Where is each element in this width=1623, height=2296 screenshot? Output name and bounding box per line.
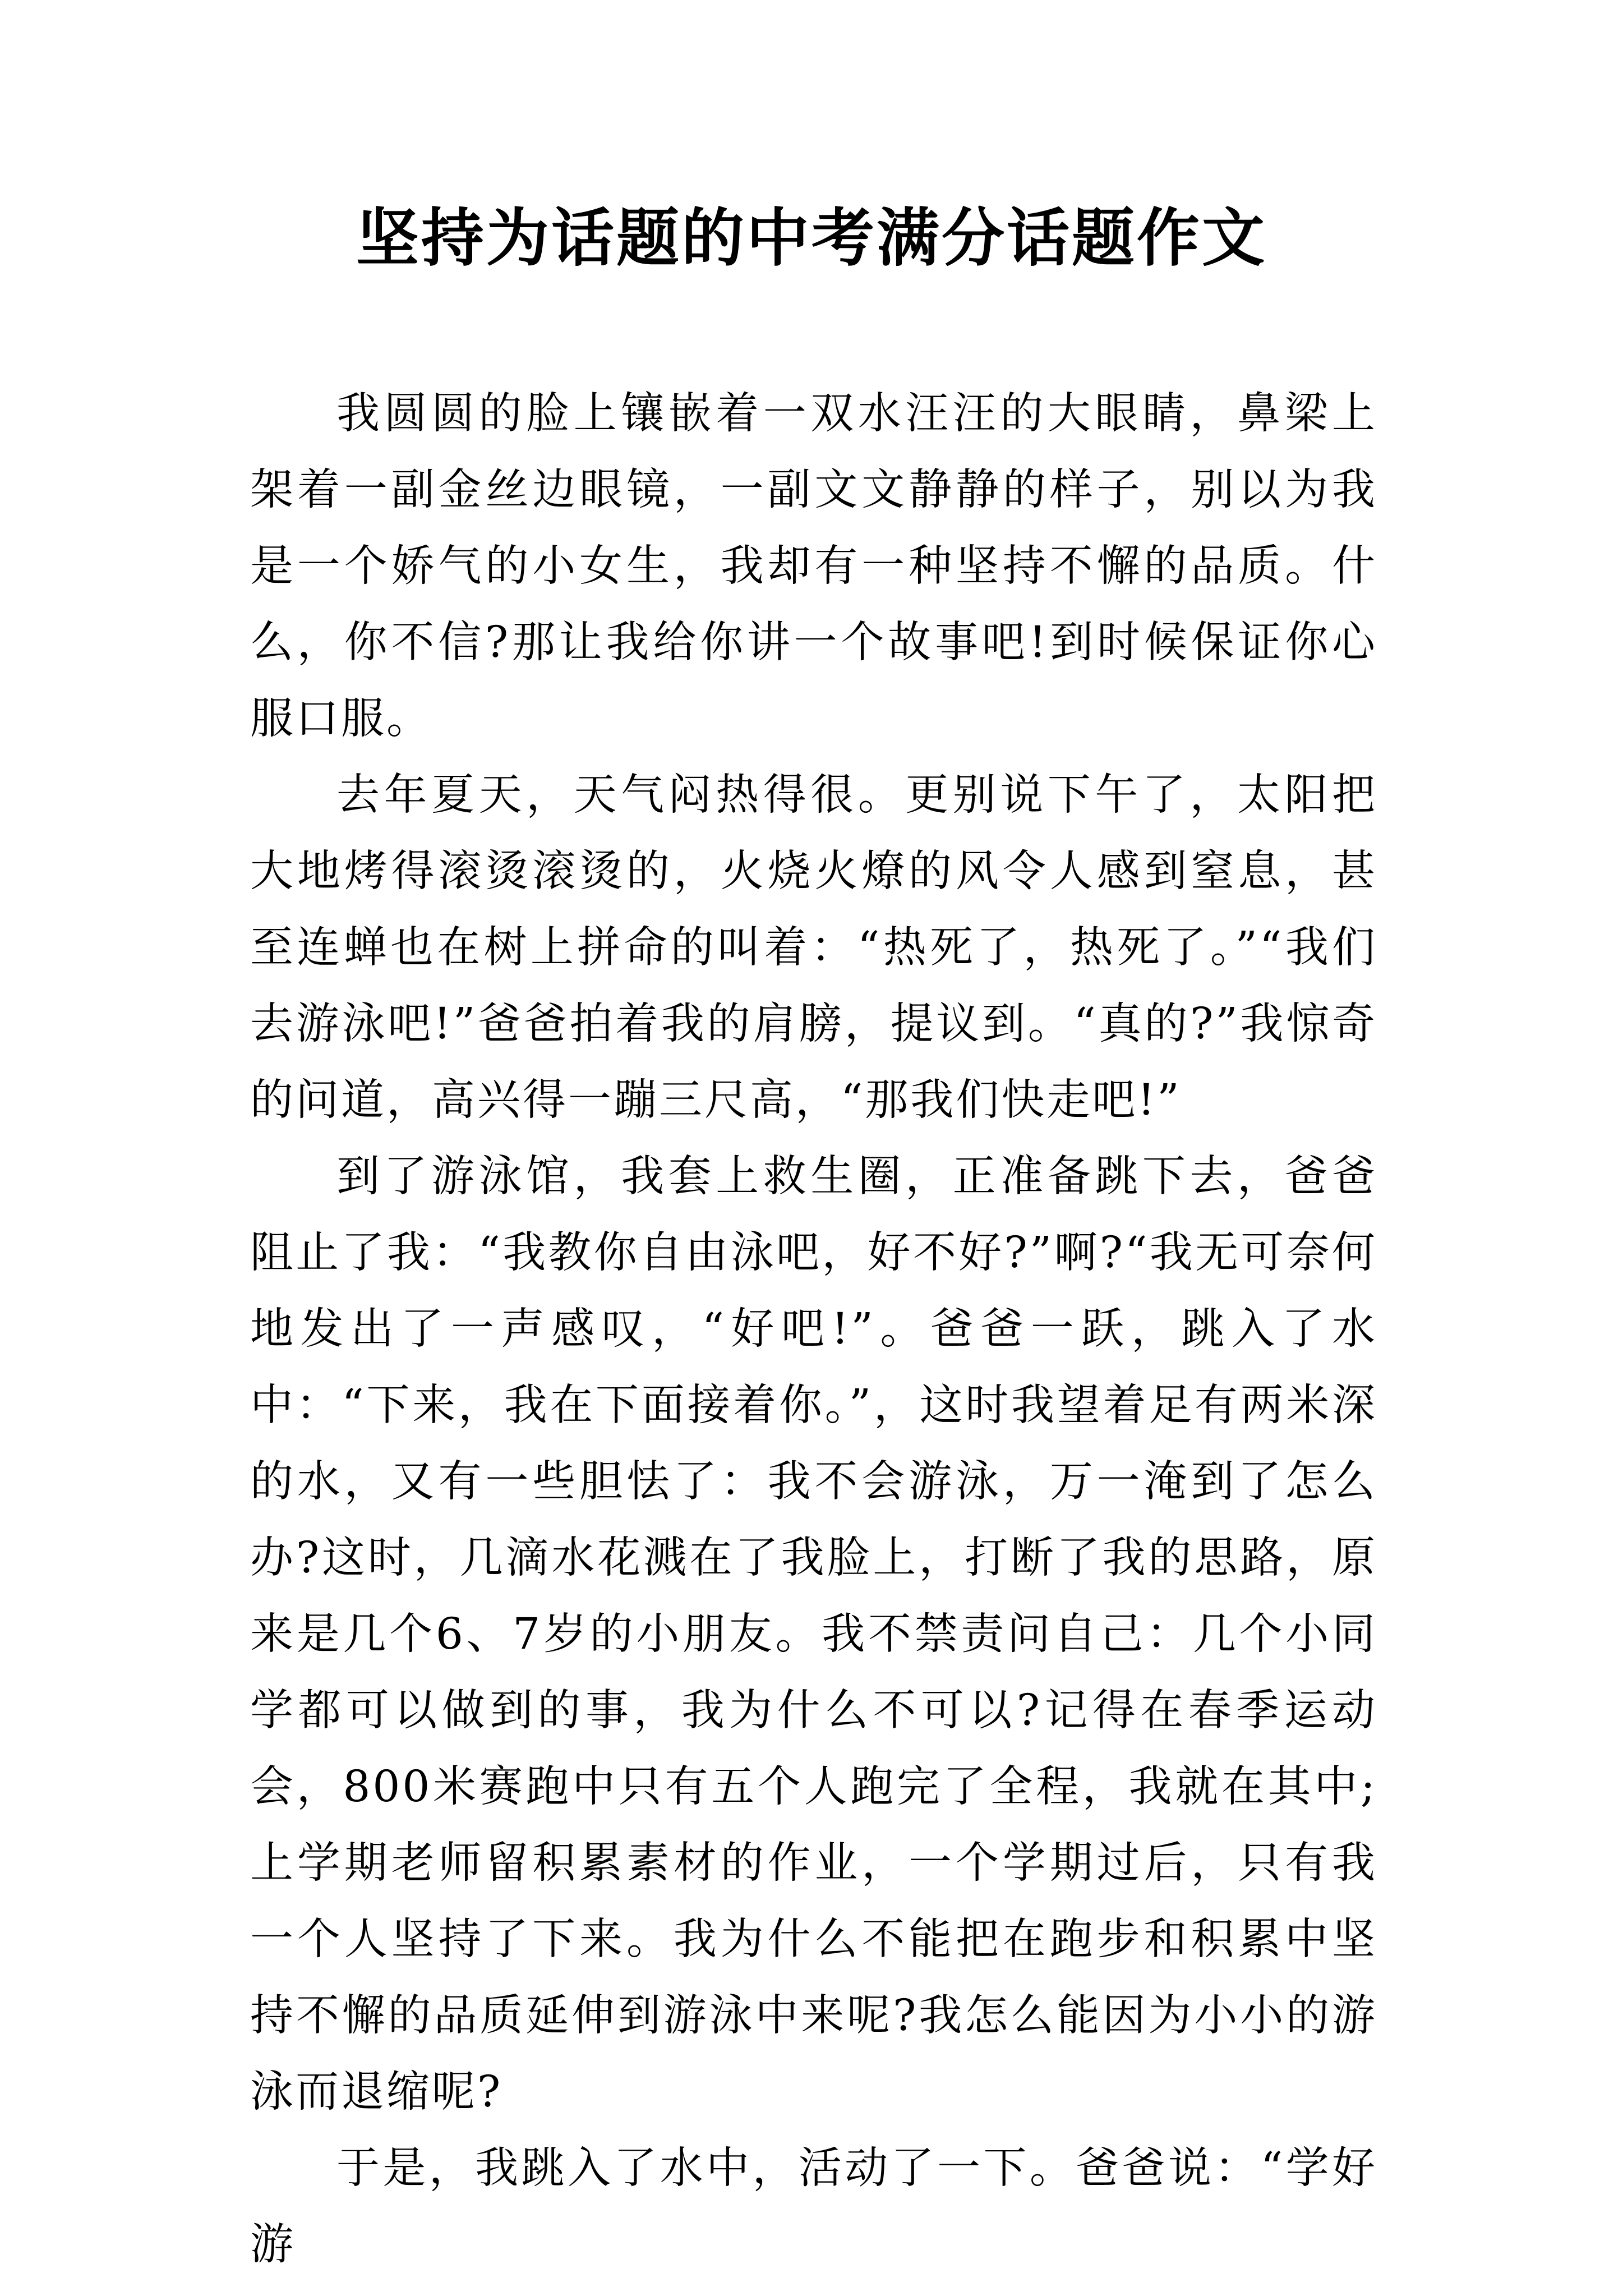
document-title: 坚持为话题的中考满分话题作文 [356,201,1267,275]
paragraph: 到了游泳馆，我套上救生圈，正准备跳下去，爸爸阻止了我：“我教你自由泳吧，好不好?”啊?“我无可奈何地发出了一声感叹，“好吧!”。爸爸一跃，跳入了水中：“下来，我在下面接着你。”，这时我望着足有两米深的水，又有一些胆怯了：我不会游泳，万一淹到了怎么办?这时，几滴水花溅在了我脸上，打断了我的思路，原来是几个6、7岁的小朋友。我不禁责问自己：几个小同学都可以做到的事，我为什么不可以?记得在春季运动会，800米赛跑中只有五个人跑完了全程，我就在其中;上学期老师留积累素材的作业，一个学期过后，只有我一个人坚持了下来。我为什么不能把在跑步和积累中坚持不懈的品质延伸到游泳中来呢?我怎么能因为小小的游泳而退缩呢? [250,1152,1377,2117]
paragraph: 去年夏天，天气闷热得很。更别说下午了，太阳把大地烤得滚烫滚烫的，火烧火燎的风令人感到窒息，甚至连蝉也在树上拼命的叫着：“热死了，热死了。”“我们去游泳吧!”爸爸拍着我的肩膀，提议到。“真的?”我惊奇的问道，高兴得一蹦三尺高，“那我们快走吧!” [250,770,1377,1125]
paragraph: 于是，我跳入了水中，活动了一下。爸爸说：“学好游 [250,2143,1377,2270]
paragraph: 我圆圆的脸上镶嵌着一双水汪汪的大眼睛，鼻梁上架着一副金丝边眼镜，一副文文静静的样子，别以为我是一个娇气的小女生，我却有一种坚持不懈的品质。什么，你不信?那让我给你讲一个故事吧!到时候保证你心服口服。 [250,389,1377,744]
document-body [250,376,1377,2283]
